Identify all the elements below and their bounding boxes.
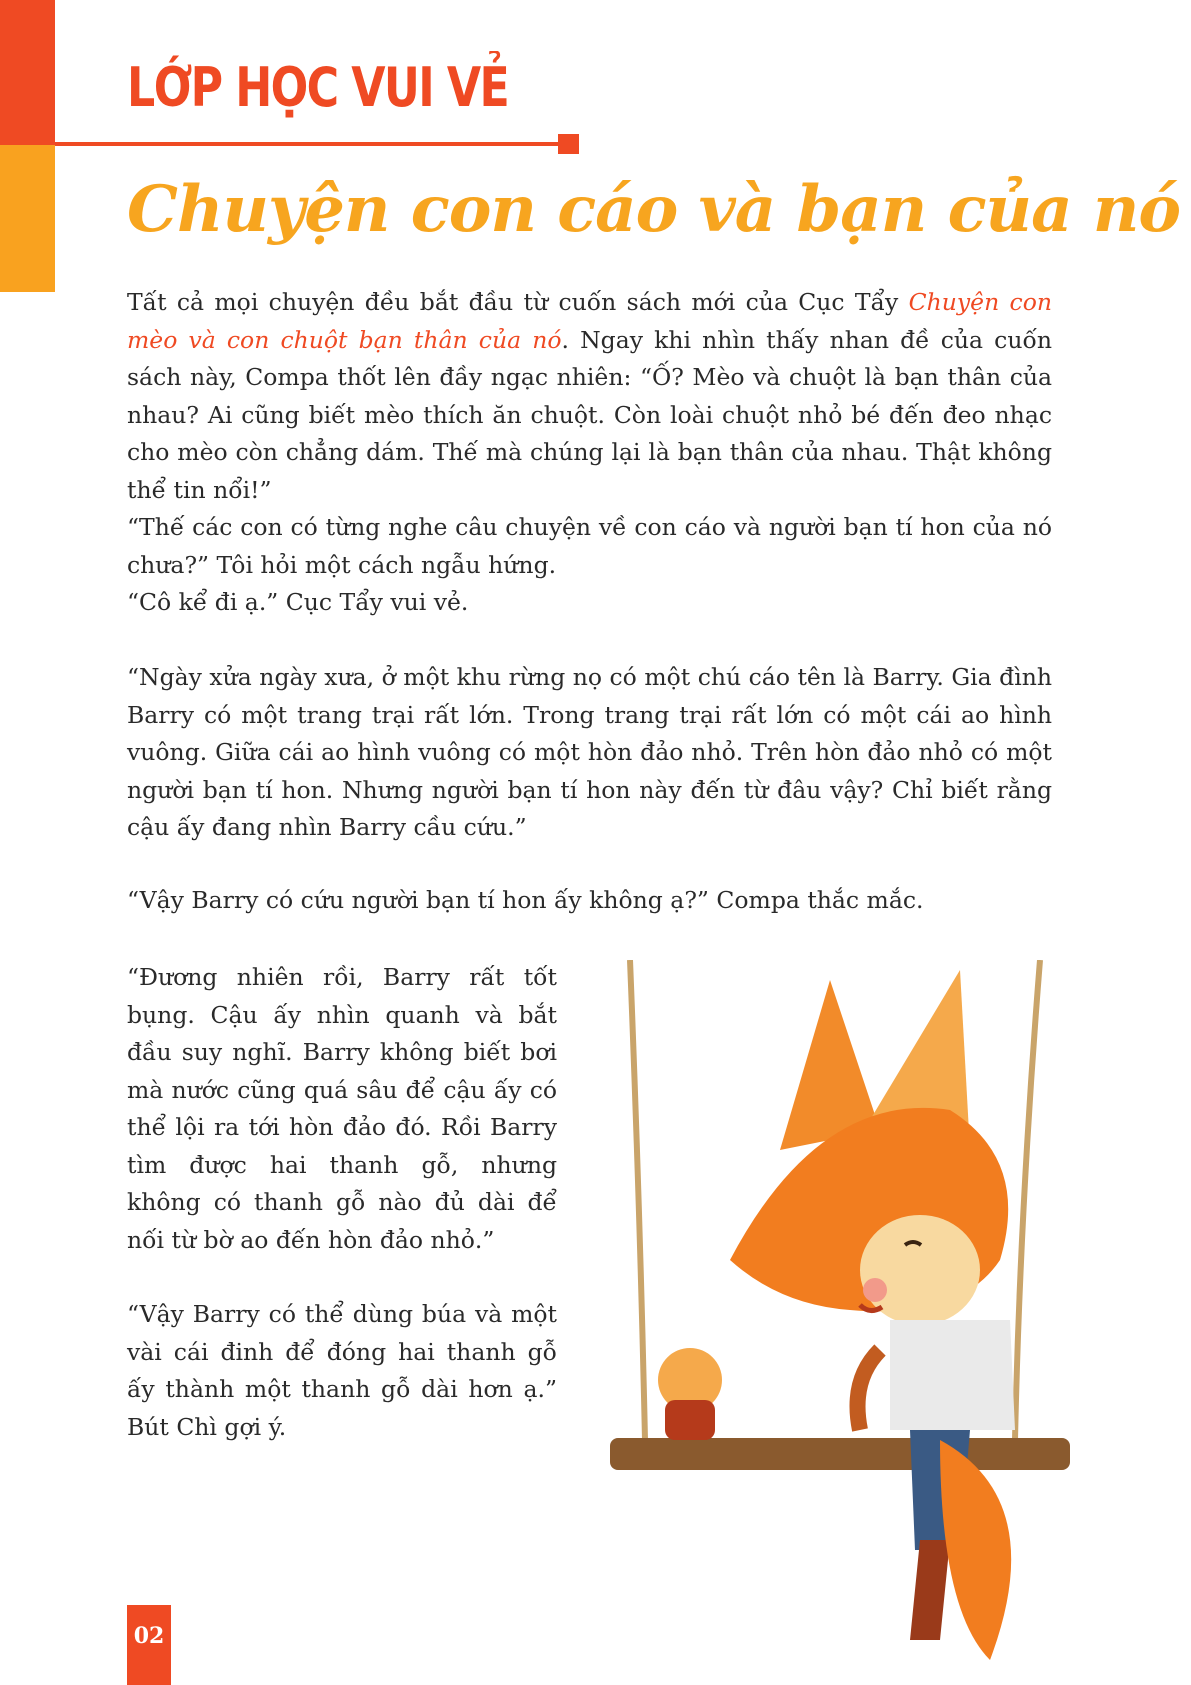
page-number: 02 (127, 1605, 171, 1685)
paragraph-5: “Đương nhiên rồi, Barry rất tốt bụng. Cậu ấy nhìn quanh và bắt đầu suy nghĩ. Barry không biết bơi mà nước cũng quá sâu để cậu ấy có thể lội ra tới hòn đảo đó. Rồi Barry tìm được hai thanh gỗ, nhưng không có thanh gỗ nào đủ dài để nối từ bờ ao đến hòn đảo nhỏ.” (127, 963, 557, 1254)
tiny-friend-character (658, 1348, 722, 1440)
header-rule (55, 142, 565, 146)
book-title-highlight: Chuyện con mèo và con chuột bạn thân của nó (127, 288, 1053, 354)
paragraph-2 (127, 509, 1052, 622)
swing-seat (610, 1438, 1070, 1470)
fox-character (730, 970, 1015, 1660)
paragraph-1 (127, 284, 1052, 509)
paragraph-1-intro: Tất cả mọi chuyện đều bắt đầu từ cuốn sách mới của Cục Tẩy (127, 288, 909, 316)
paragraph-4: “Vậy Barry có cứu người bạn tí hon ấy không ạ?” Compa thắc mắc. (127, 886, 924, 914)
section-label: LỚP HỌC VUI VẺ (127, 56, 509, 119)
header-rule-end (558, 134, 579, 154)
paragraph-2-line-2: “Cô kể đi ạ.” Cục Tẩy vui vẻ. (127, 588, 469, 616)
decor-bar-red (0, 0, 55, 145)
decor-bar-orange (0, 145, 55, 292)
fox-on-swing-illustration (610, 960, 1070, 1680)
paragraph-3: “Ngày xửa ngày xưa, ở một khu rừng nọ có một chú cáo tên là Barry. Gia đình Barry có một trang trại rất lớn. Trong trang trại rất lớn có một cái ao hình vuông. Giữa cái ao hình vuông có một hòn đảo nhỏ. Trên hòn đảo nhỏ có một người bạn tí hon. Nhưng người bạn tí hon này đến từ đâu vậy? Chỉ biết rằng cậu ấy đang nhìn Barry cầu cứu.” (127, 663, 1052, 841)
story-title: Chuyện con cáo và bạn của nó (127, 172, 1181, 247)
paragraph-1-rest: . Ngay khi nhìn thấy nhan đề của cuốn sách này, Compa thốt lên đầy ngạc nhiên: “Ố? Mèo và chuột là bạn thân của nhau? Ai cũng biết mèo thích ăn chuột. Còn loài chuột nhỏ bé đến đeo nhạc cho mèo còn chẳng dám. Thế mà chúng lại là bạn thân của nhau. Thật không thể tin nổi!” (127, 325, 1052, 504)
paragraph-6: “Vậy Barry có thể dùng búa và một vài cái đinh để đóng hai thanh gỗ ấy thành một thanh gỗ dài hơn ạ.” Bút Chì gợi ý. (127, 1300, 557, 1441)
paragraph-2-line-1: “Thế các con có từng nghe câu chuyện về con cáo và người bạn tí hon của nó chưa?” Tôi hỏi một cách ngẫu hứng. (127, 513, 1052, 579)
